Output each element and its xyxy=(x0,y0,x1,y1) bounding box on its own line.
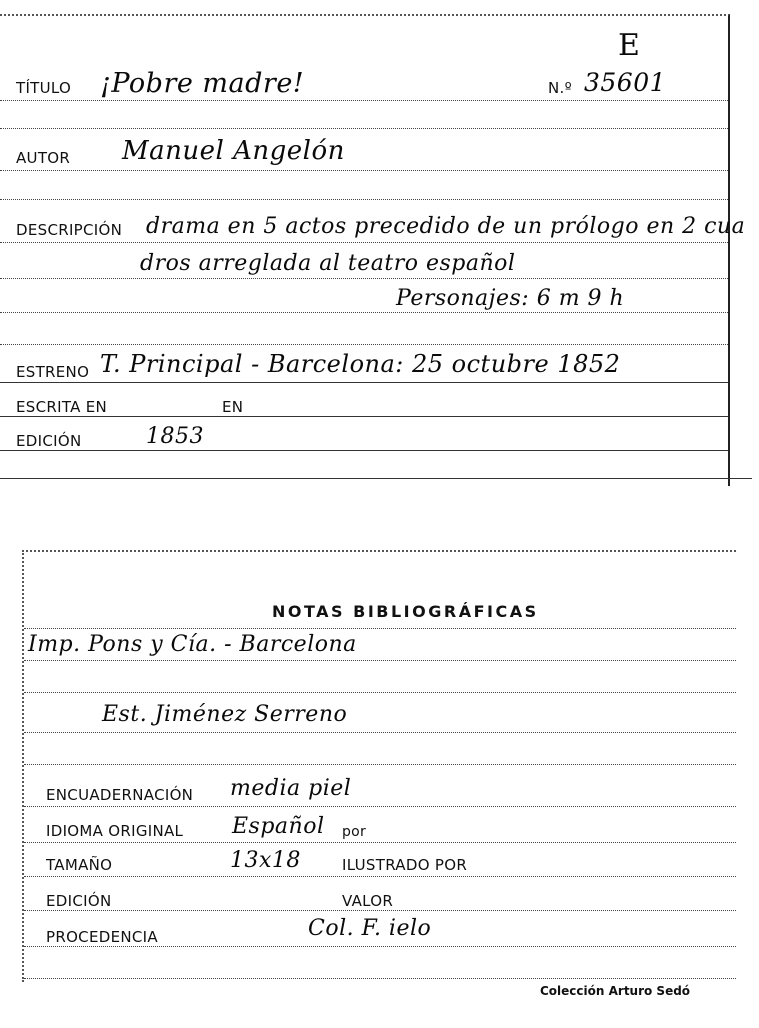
rule-descripcion-3 xyxy=(0,312,728,313)
catalog-card-front xyxy=(0,14,746,486)
rule-idioma xyxy=(24,842,736,843)
rule-edicion xyxy=(0,450,728,451)
estreno-value: T. Principal - Barcelona: 25 octubre 1852 xyxy=(100,350,621,378)
encuadernacion-value: media piel xyxy=(230,776,352,801)
tamano-value: 13x18 xyxy=(230,848,301,873)
titulo-label: TÍTULO xyxy=(16,79,72,97)
numero-value: 35601 xyxy=(584,68,667,97)
autor-value: Manuel Angelón xyxy=(122,136,345,166)
edicion-back-label: EDICIÓN xyxy=(46,892,112,910)
rule-nota-2 xyxy=(24,692,736,693)
rule-nota-1 xyxy=(24,660,736,661)
idioma-value: Español xyxy=(232,814,325,839)
nota-line1: Imp. Pons y Cía. - Barcelona xyxy=(28,632,357,657)
autor-label: AUTOR xyxy=(16,149,71,167)
rule-tamano xyxy=(24,876,736,877)
rule-blank-2 xyxy=(0,199,728,200)
titulo-value: ¡Pobre madre! xyxy=(100,68,305,99)
descripcion-line3: Personajes: 6 m 9 h xyxy=(396,286,625,311)
descripcion-line2: dros arreglada al teatro español xyxy=(140,251,516,276)
rule-notas-title xyxy=(24,628,736,629)
escrita-en-label: ESCRITA EN xyxy=(16,398,108,416)
rule-titulo xyxy=(0,100,728,101)
corner-mark: E xyxy=(618,28,641,63)
descripcion-label: DESCRIPCIÓN xyxy=(16,221,123,239)
procedencia-label: PROCEDENCIA xyxy=(46,928,158,946)
por-label: por xyxy=(342,824,367,840)
rule-escrita xyxy=(0,416,728,417)
rule-bottom-front xyxy=(0,478,752,479)
idioma-label: IDIOMA ORIGINAL xyxy=(46,822,184,840)
rule-nota-3 xyxy=(24,732,736,733)
rule-estreno xyxy=(0,382,728,383)
rule-encuadernacion xyxy=(24,806,736,807)
rule-edicion-back xyxy=(24,910,736,911)
rule-bottom-back xyxy=(24,978,736,979)
rule-procedencia xyxy=(24,946,736,947)
encuadernacion-label: ENCUADERNACIÓN xyxy=(46,786,194,804)
rule-blank-3 xyxy=(0,344,728,345)
rule-nota-4 xyxy=(24,764,736,765)
descripcion-line1: drama en 5 actos precedido de un prólogo en 2 cua xyxy=(146,214,746,239)
en-label: EN xyxy=(222,398,244,416)
catalog-card-back xyxy=(22,550,736,998)
edicion-label: EDICIÓN xyxy=(16,432,82,450)
nota-line2: Est. Jiménez Serreno xyxy=(102,702,348,727)
estreno-label: ESTRENO xyxy=(16,363,90,381)
rule-autor xyxy=(0,170,728,171)
edicion-value: 1853 xyxy=(146,424,204,449)
rule-descripcion-2 xyxy=(0,278,728,279)
ilustrado-label: ILUSTRADO POR xyxy=(342,856,468,874)
collection-credit: Colección Arturo Sedó xyxy=(540,984,691,998)
numero-label: N.º xyxy=(548,79,572,97)
notas-title: NOTAS BIBLIOGRÁFICAS xyxy=(272,602,539,621)
tamano-label: TAMAÑO xyxy=(46,856,113,874)
procedencia-value: Col. F. ielo xyxy=(308,916,432,941)
rule-blank-1 xyxy=(0,128,728,129)
rule-descripcion-1 xyxy=(0,242,728,243)
valor-label: VALOR xyxy=(342,892,394,910)
